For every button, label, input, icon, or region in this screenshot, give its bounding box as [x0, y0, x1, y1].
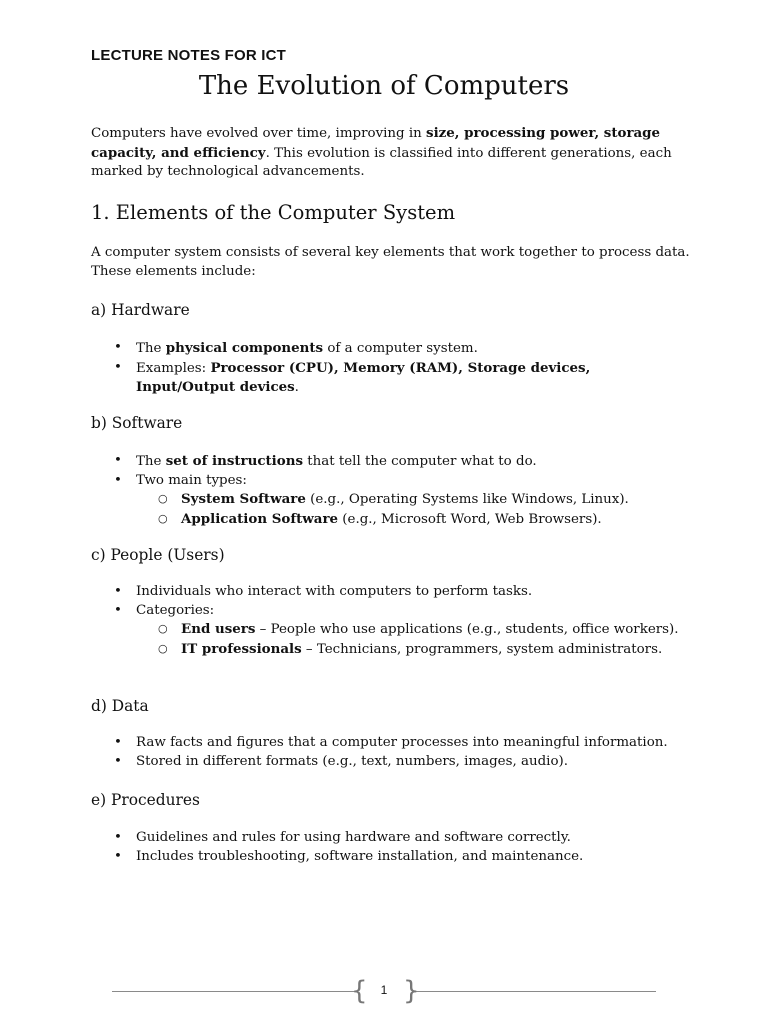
item-text: Individuals who interact with computers to perform tasks. [136, 584, 533, 599]
section-intro-paragraph: A computer system consists of several key elements that work together to process data. These elements include: [91, 245, 690, 279]
procedures-list [91, 829, 691, 866]
list-item [91, 848, 691, 867]
item-text: Raw facts and figures that a computer processes into meaningful information. [136, 735, 668, 750]
circle-bullet-icon: ○ [158, 641, 168, 655]
bullet-icon: • [114, 735, 122, 750]
intro-bold-text: size, processing power, storage capacity, and efficiency [91, 125, 661, 161]
item-text: Categories: [136, 602, 215, 618]
bullet-icon: • [114, 340, 122, 355]
intro-text-start: Computers have evolved over time, improving in [91, 126, 427, 141]
item-bold-text: End users [181, 621, 256, 638]
circle-bullet-icon: ○ [158, 492, 168, 506]
lecture-kicker: LECTURE NOTES FOR ICT [91, 47, 287, 64]
section-heading-elements: 1. Elements of the Computer System [91, 201, 456, 224]
bullet-icon: • [114, 359, 122, 375]
item-bold-text: Processor (CPU), Memory (RAM), Storage devices, Input/Output devices [136, 359, 591, 396]
item-bold-text: IT professionals [181, 640, 302, 657]
item-text: that tell the computer what to do. [302, 454, 537, 469]
item-text: – People who use applications (e.g., students, office workers). [255, 622, 679, 638]
sub-list-item [91, 490, 691, 510]
item-text: Examples: [136, 360, 211, 376]
sub-list-item [91, 510, 691, 530]
sub-list-item [91, 620, 691, 640]
item-text: . [294, 380, 299, 396]
list-item [91, 583, 691, 602]
item-text: (e.g., Microsoft Word, Web Browsers). [338, 511, 602, 527]
item-bold-text: Application Software [181, 510, 339, 527]
bullet-icon: • [114, 753, 122, 769]
circle-bullet-icon: ○ [158, 511, 168, 525]
item-bold-text: System Software [181, 491, 306, 508]
subheading-data: d) Data [91, 697, 149, 715]
bullet-icon: • [114, 453, 122, 468]
item-text: of a computer system. [323, 341, 478, 356]
list-item [91, 734, 691, 753]
hardware-list [91, 339, 691, 398]
bullet-icon: • [114, 830, 122, 845]
item-bold-text: set of instructions [165, 453, 303, 469]
software-list [91, 452, 691, 529]
list-item [91, 829, 691, 848]
item-text: – Technicians, programmers, system administrators. [301, 641, 663, 657]
intro-paragraph [91, 124, 691, 182]
item-text: The [136, 454, 166, 469]
item-text: Stored in different formats (e.g., text, numbers, images, audio). [136, 753, 568, 769]
item-bold-text: physical components [165, 340, 324, 356]
page-number: 1 [380, 983, 388, 997]
list-item [91, 602, 691, 621]
bullet-icon: • [114, 848, 122, 864]
subheading-procedures: e) Procedures [91, 791, 200, 809]
subheading-software: b) Software [91, 414, 183, 432]
list-item [91, 359, 691, 398]
bullet-icon: • [114, 472, 122, 488]
intro-text-end: . This evolution is classified into different generations, each marked by technological advancements. [91, 145, 672, 179]
item-text: (e.g., Operating Systems like Windows, Linux). [305, 492, 629, 508]
document-title: The Evolution of Computers [198, 71, 570, 101]
item-text: The [136, 341, 166, 356]
subheading-hardware: a) Hardware [91, 301, 190, 319]
right-brace-icon: } [403, 976, 420, 1006]
item-text: Guidelines and rules for using hardware and software correctly. [136, 830, 571, 845]
footer-divider-right [412, 991, 656, 992]
list-item [91, 472, 691, 491]
list-item [91, 452, 691, 472]
circle-bullet-icon: ○ [158, 622, 168, 636]
item-text: Includes troubleshooting, software installation, and maintenance. [136, 848, 584, 864]
data-list [91, 734, 691, 771]
footer-divider-left [112, 991, 355, 992]
list-item [91, 753, 691, 772]
bullet-icon: • [114, 584, 122, 599]
sub-list-item [91, 640, 691, 660]
list-item [91, 339, 691, 359]
item-text: Two main types: [136, 472, 247, 488]
subheading-people: c) People (Users) [91, 546, 225, 564]
left-brace-icon: { [351, 976, 368, 1006]
bullet-icon: • [114, 602, 122, 618]
people-list [91, 583, 691, 659]
